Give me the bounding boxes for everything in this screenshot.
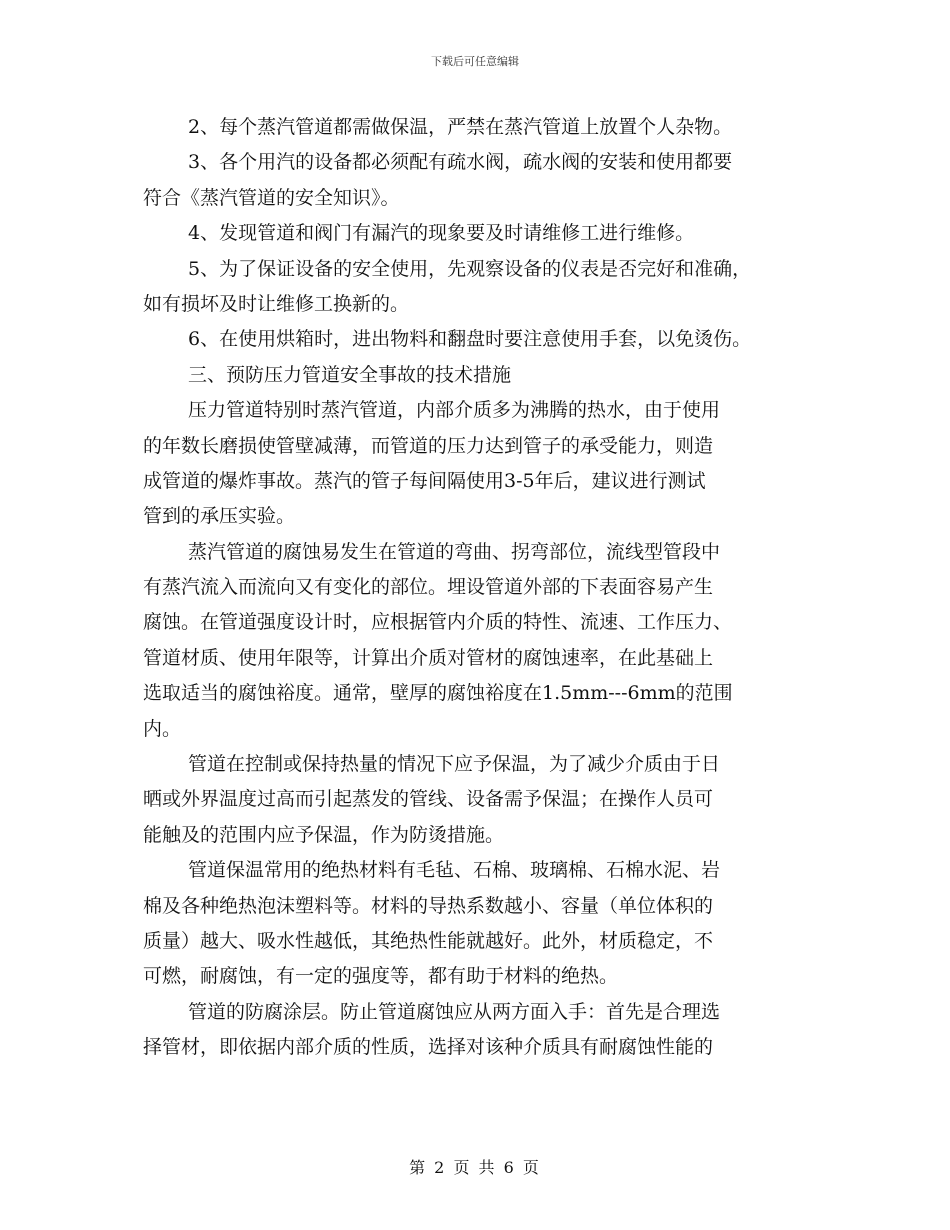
text-line: 内。 [143, 717, 182, 740]
document-body [143, 110, 803, 1066]
text-line: 管道保温常用的绝热材料有毛毡、石棉、玻璃棉、石棉水泥、岩 [188, 859, 721, 882]
text-line: 三、预防压力管道安全事故的技术措施 [188, 363, 512, 386]
text-line: 5、为了保证设备的安全使用，先观察设备的仪表是否完好和准确， [188, 257, 752, 280]
text-line: 管到的承压实验。 [143, 505, 296, 528]
text-line: 有蒸汽流入而流向又有变化的部位。埋设管道外部的下表面容易产生 [143, 576, 714, 599]
text-line: 棉及各种绝热泡沫塑料等。材料的导热系数越小、容量（单位体积的 [143, 894, 714, 917]
text-line: 晒或外界温度过高而引起蒸发的管线、设备需予保温；在操作人员可 [143, 788, 714, 811]
text-line: 压力管道特别时蒸汽管道，内部介质多为沸腾的热水，由于使用 [188, 399, 721, 422]
text-line: 蒸汽管道的腐蚀易发生在管道的弯曲、拐弯部位，流线型管段中 [188, 540, 721, 563]
text-line: 的年数长磨损使管壁减薄，而管道的压力达到管子的承受能力，则造 [143, 434, 714, 457]
text-line: 选取适当的腐蚀裕度。通常，壁厚的腐蚀裕度在1.5mm---6mm的范围 [143, 682, 733, 705]
text-line: 管道的防腐涂层。防止管道腐蚀应从两方面入手：首先是合理选 [188, 1000, 721, 1023]
text-line: 如有损坏及时让维修工换新的。 [143, 292, 410, 315]
text-line: 6、在使用烘箱时，进出物料和翻盘时要注意使用手套，以免烫伤。 [188, 328, 752, 351]
text-line: 2、每个蒸汽管道都需做保温，严禁在蒸汽管道上放置个人杂物。 [188, 116, 733, 138]
page-header: 下载后可任意编辑 [431, 55, 519, 68]
text-line: 3、各个用汽的设备都必须配有疏水阀，疏水阀的安装和使用都要 [188, 151, 733, 174]
text-line: 4、发现管道和阀门有漏汽的现象要及时请维修工进行维修。 [188, 222, 695, 245]
text-line: 符合《蒸汽管道的安全知识》。 [143, 186, 400, 209]
text-line: 管道在控制或保持热量的情况下应予保温，为了减少介质由于日 [188, 753, 721, 776]
text-line: 腐蚀。在管道强度设计时，应根据管内介质的特性、流速、工作压力、 [143, 611, 733, 634]
text-line: 质量）越大、吸水性越低，其绝热性能就越好。此外，材质稳定，不 [143, 929, 714, 952]
text-line: 能触及的范围内应予保温，作为防烫措施。 [143, 823, 505, 846]
page-footer: 第 2 页 共 6 页 [409, 1158, 541, 1177]
text-line: 管道材质、使用年限等，计算出介质对管材的腐蚀速率，在此基础上 [143, 646, 714, 669]
text-line: 择管材，即依据内部介质的性质，选择对该种介质具有耐腐蚀性能的 [143, 1036, 714, 1059]
text-line: 成管道的爆炸事故。蒸汽的管子每间隔使用3-5年后，建议进行测试 [143, 469, 706, 492]
text-line: 可燃，耐腐蚀，有一定的强度等，都有助于材料的绝热。 [143, 965, 619, 988]
